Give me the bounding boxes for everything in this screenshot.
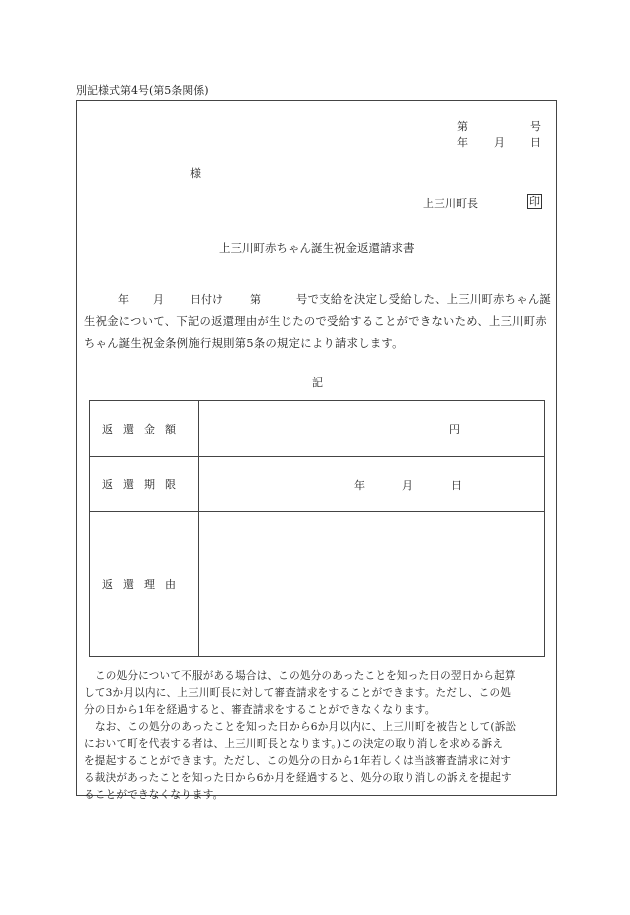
- issuer-title: 上三川町長: [423, 197, 478, 210]
- intro-year: 年: [118, 293, 129, 306]
- notice-line: を提起することができます。ただし、この処分の日から1年若しくは当該審査請求に対す: [84, 755, 512, 767]
- notice-line: して3か月以内に、上三川町長に対して審査請求をすることができます。ただし、この処: [84, 687, 512, 699]
- date-year: 年: [457, 136, 468, 149]
- intro-dated: 日付け: [190, 293, 223, 306]
- notice-line: なお、この処分のあったことを知った日から6か月以内に、上三川町を被告として(訴訟: [95, 721, 517, 733]
- doc-number-prefix: 第: [457, 120, 468, 133]
- reason-value[interactable]: [199, 512, 545, 657]
- intro-number-prefix: 第: [250, 293, 261, 306]
- form-label: 別記様式第4号(第5条関係): [76, 84, 209, 97]
- notice-line: る裁決があったことを知った日から6か月を経過すると、処分の取り消しの訴えを提起す: [84, 772, 512, 784]
- notice-line: ることができなくなります。: [84, 789, 224, 801]
- notice-line: この処分について不服がある場合は、この処分のあったことを知った日の翌日から起算: [95, 670, 516, 682]
- reason-label: 返還理由: [90, 512, 199, 657]
- intro-line2: 生祝金について、下記の返還理由が生じたので受給することができないため、上三川町赤: [84, 315, 547, 328]
- document-title: 上三川町赤ちゃん誕生祝金返還請求書: [219, 241, 415, 255]
- reason-row: [90, 512, 545, 657]
- deadline-label: 返還期限: [90, 457, 199, 512]
- intro-line3: ちゃん誕生祝金条例施行規則第5条の規定により請求します。: [84, 337, 404, 350]
- ki-heading: 記: [312, 376, 323, 389]
- intro-line1: 号で支給を決定し受給した、上三川町赤ちゃん誕: [296, 293, 552, 306]
- deadline-month: 月: [402, 479, 413, 492]
- amount-value[interactable]: [199, 401, 545, 457]
- date-day: 日: [530, 136, 541, 149]
- date-month: 月: [494, 136, 505, 149]
- deadline-value[interactable]: [199, 457, 545, 512]
- amount-unit: 円: [449, 423, 460, 436]
- notice-line: において町を代表する者は、上三川町長となります。)この決定の取り消しを求める訴え: [84, 738, 504, 750]
- deadline-row: [90, 457, 545, 512]
- refund-table: [89, 400, 545, 657]
- addressee-suffix: 様: [190, 167, 201, 180]
- notice-line: 分の日から1年を経過すると、審査請求をすることができなくなります。: [84, 704, 436, 716]
- deadline-day: 日: [451, 479, 462, 492]
- seal-mark: 印: [529, 195, 540, 208]
- amount-row: [90, 401, 545, 457]
- intro-month: 月: [153, 293, 164, 306]
- amount-label: 返還金額: [90, 401, 199, 457]
- deadline-year: 年: [354, 479, 365, 492]
- doc-number-suffix: 号: [530, 120, 541, 133]
